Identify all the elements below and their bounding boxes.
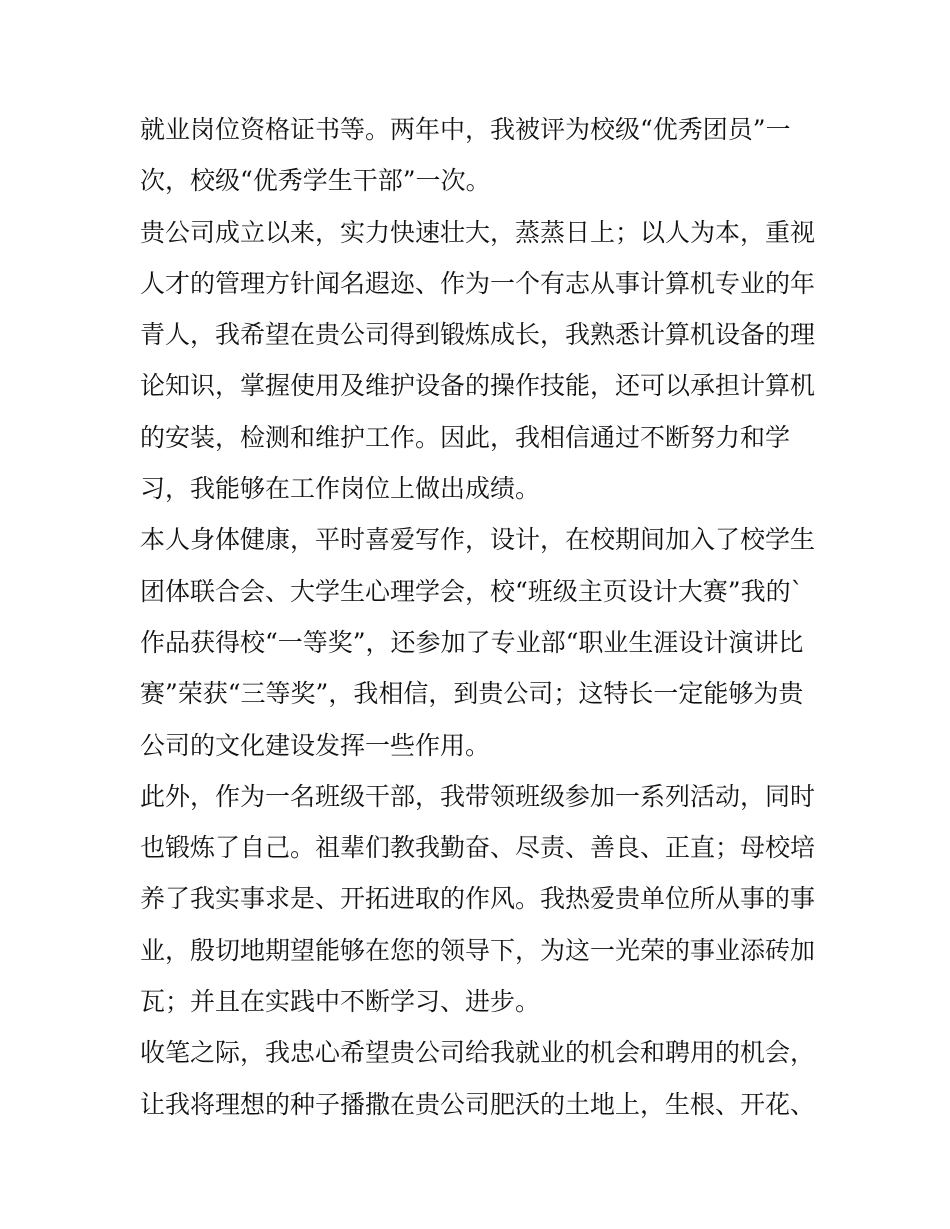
text-line: 作品获得校“一等奖”，还参加了专业部“职业生涯设计演讲比 bbox=[140, 627, 804, 657]
text-line: 贵公司成立以来，实力快速壮大，蒸蒸日上；以人为本，重视 bbox=[140, 217, 816, 247]
text-line: 养了我实事求是、开拓进取的作风。我热爱贵单位所从事的事 bbox=[140, 884, 816, 914]
text-line: 公司的文化建设发挥一些作用。 bbox=[140, 730, 491, 760]
text-line: 瓦；并且在实践中不断学习、进步。 bbox=[140, 987, 541, 1017]
document-body bbox=[140, 104, 830, 1130]
text-line: 赛”荣获“三等奖”，我相信，到贵公司；这特长一定能够为贵 bbox=[140, 679, 804, 709]
text-line: 也锻炼了自己。祖辈们教我勤奋、尽责、善良、正直；母校培 bbox=[140, 833, 816, 863]
text-line: 论知识，掌握使用及维护设备的操作技能，还可以承担计算机 bbox=[140, 371, 816, 401]
text-line: 青人，我希望在贵公司得到锻炼成长，我熟悉计算机设备的理 bbox=[140, 320, 816, 350]
text-line: 此外，作为一名班级干部，我带领班级参加一系列活动，同时 bbox=[140, 781, 816, 811]
text-line: 收笔之际，我忠心希望贵公司给我就业的机会和聘用的机会， bbox=[140, 1038, 816, 1068]
text-line: 就业岗位资格证书等。两年中，我被评为校级“优秀团员”一 bbox=[140, 115, 791, 144]
text-line: 业，殷切地期望能够在您的领导下，为这一光荣的事业添砖加 bbox=[140, 935, 816, 965]
text-line: 让我将理想的种子播撒在贵公司肥沃的土地上，生根、开花、 bbox=[140, 1089, 816, 1119]
text-line: 团体联合会、大学生心理学会，校“班级主页设计大赛”我的` bbox=[140, 576, 804, 606]
text-line: 习，我能够在工作岗位上做出成绩。 bbox=[140, 474, 541, 504]
text-line: 次，校级“优秀学生干部”一次。 bbox=[140, 166, 491, 196]
text-line: 的安装，检测和维护工作。因此，我相信通过不断努力和学 bbox=[140, 422, 791, 452]
text-line: 本人身体健康，平时喜爱写作，设计，在校期间加入了校学生 bbox=[140, 525, 816, 555]
text-line: 人才的管理方针闻名遐迩、作为一个有志从事计算机专业的年 bbox=[140, 268, 816, 298]
